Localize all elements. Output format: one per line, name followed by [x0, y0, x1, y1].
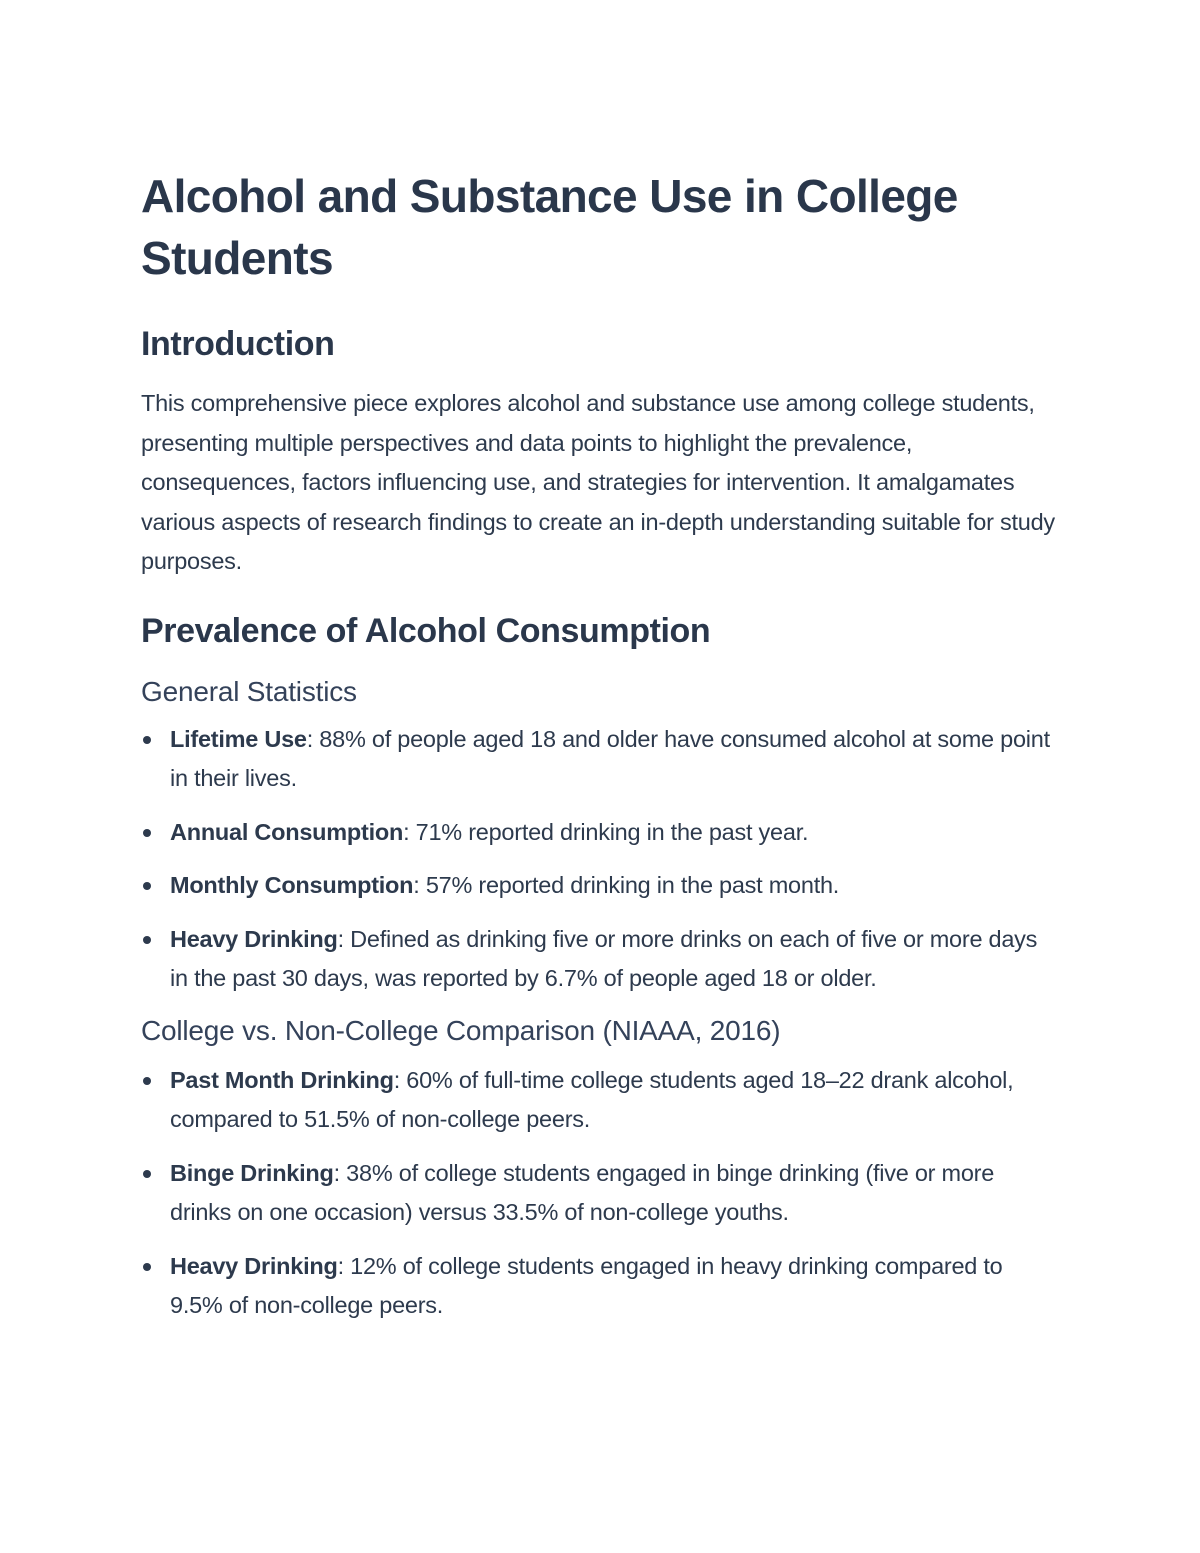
list-item [141, 720, 1056, 799]
list-item-term: Annual Consumption [170, 818, 404, 845]
comparison-list [141, 1061, 1056, 1326]
section-heading-prevalence: Prevalence of Alcohol Consumption [141, 611, 711, 650]
subsection-heading-general-statistics: General Statistics [141, 675, 357, 707]
document-page [141, 165, 1056, 1340]
list-item-text: : 38% of college students engaged in binge drinking (five or more drinks on one occasion) versus 33.5% of non-college youths. [170, 1159, 995, 1225]
list-item-text: : 71% reported drinking in the past year. [403, 818, 809, 845]
list-item [141, 866, 1056, 906]
list-item-term: Binge Drinking [170, 1159, 334, 1186]
list-item-term: Lifetime Use [170, 725, 307, 752]
list-item [141, 1247, 1056, 1326]
bullet-icon [143, 1077, 151, 1085]
list-item-text: : 88% of people aged 18 and older have consumed alcohol at some point in their lives. [170, 725, 1050, 791]
bullet-icon [143, 829, 151, 837]
list-item [141, 920, 1056, 999]
list-item-text: : Defined as drinking five or more drinks on each of five or more days in the past 30 days, was reported by 6.7% of people aged 18 or older. [170, 925, 1038, 991]
bullet-icon [143, 1263, 151, 1271]
subsection-heading-comparison: College vs. Non-College Comparison (NIAAA, 2016) [141, 1014, 781, 1046]
list-item-text: : 12% of college students engaged in heavy drinking compared to 9.5% of non-college peers. [170, 1252, 1003, 1318]
list-item-text: : 60% of full-time college students aged 18–22 drank alcohol, compared to 51.5% of non-college peers. [170, 1066, 1014, 1132]
list-item-text: : 57% reported drinking in the past month. [413, 872, 840, 898]
list-item [141, 1154, 1056, 1233]
bullet-icon [143, 736, 151, 744]
list-item-term: Monthly Consumption [170, 872, 414, 898]
list-item-term: Heavy Drinking [170, 925, 338, 952]
introduction-paragraph: This comprehensive piece explores alcohol and substance use among college students, presenting multiple perspectives and data points to highlight the prevalence, consequences, factors influencing use, and strategies for intervention. It amalgamates various aspects of research findings to create an in-depth understanding suitable for study purposes. [141, 390, 1055, 574]
list-item [141, 1061, 1056, 1140]
general-statistics-list [141, 720, 1056, 999]
bullet-icon [143, 1170, 151, 1178]
list-item-term: Past Month Drinking [170, 1066, 394, 1093]
bullet-icon [143, 882, 151, 890]
section-heading-introduction: Introduction [141, 325, 335, 363]
page-title: Alcohol and Substance Use in College Students [141, 170, 958, 284]
list-item-term: Heavy Drinking [170, 1252, 338, 1279]
bullet-icon [143, 936, 151, 944]
list-item [141, 813, 1056, 853]
